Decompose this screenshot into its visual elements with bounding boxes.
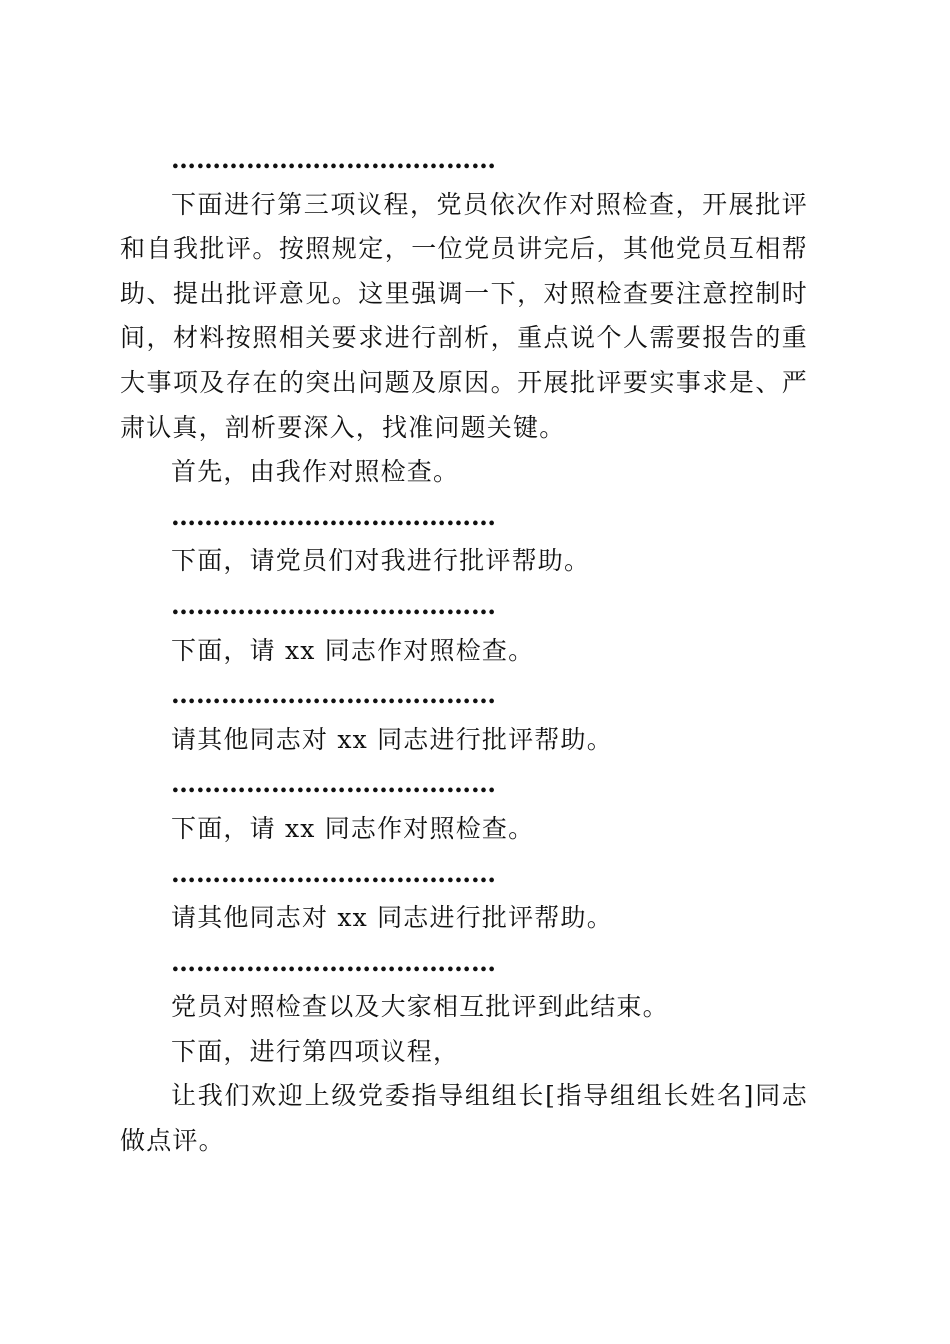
ellipsis-line: ………………………………… <box>171 680 496 710</box>
ellipsis-line: ………………………………… <box>171 858 496 888</box>
ellipsis-line: ………………………………… <box>171 145 496 174</box>
paragraph-agenda-three: 下面进行第三项议程，党员依次作对照检查，开展批评和自我批评。按照规定，一位党员讲完后，其他党员互相帮助、提出批评意见。这里强调一下，对照检查要注意控制时间，材料按照相关要求进行剖析，重点说个人需要报告的重大事项及存在的突出问题及原因。开展批评要实事求是、严肃认真，剖析要深入，找准问题关键。 <box>120 189 808 442</box>
paragraph-agenda-four: 下面，进行第四项议程， <box>171 1036 460 1066</box>
ellipsis-line: ………………………………… <box>171 590 496 620</box>
paragraph-closing: 让我们欢迎上级党委指导组组长[指导组组长姓名]同志做点评。 <box>120 1081 808 1156</box>
ellipsis-line: ………………………………… <box>171 947 496 977</box>
paragraph: 请其他同志对 xx 同志进行批评帮助。 <box>171 903 613 933</box>
ellipsis-line: ………………………………… <box>171 769 496 799</box>
paragraph: 下面，请党员们对我进行批评帮助。 <box>171 546 591 576</box>
paragraph: 首先，由我作对照检查。 <box>171 457 460 487</box>
paragraph: 下面，请 xx 同志作对照检查。 <box>171 635 535 665</box>
document-page <box>120 138 808 1164</box>
paragraph: 下面，请 xx 同志作对照检查。 <box>171 813 535 843</box>
paragraph: 请其他同志对 xx 同志进行批评帮助。 <box>171 724 613 754</box>
paragraph: 党员对照检查以及大家相互批评到此结束。 <box>171 992 669 1022</box>
ellipsis-line: ………………………………… <box>171 501 496 531</box>
